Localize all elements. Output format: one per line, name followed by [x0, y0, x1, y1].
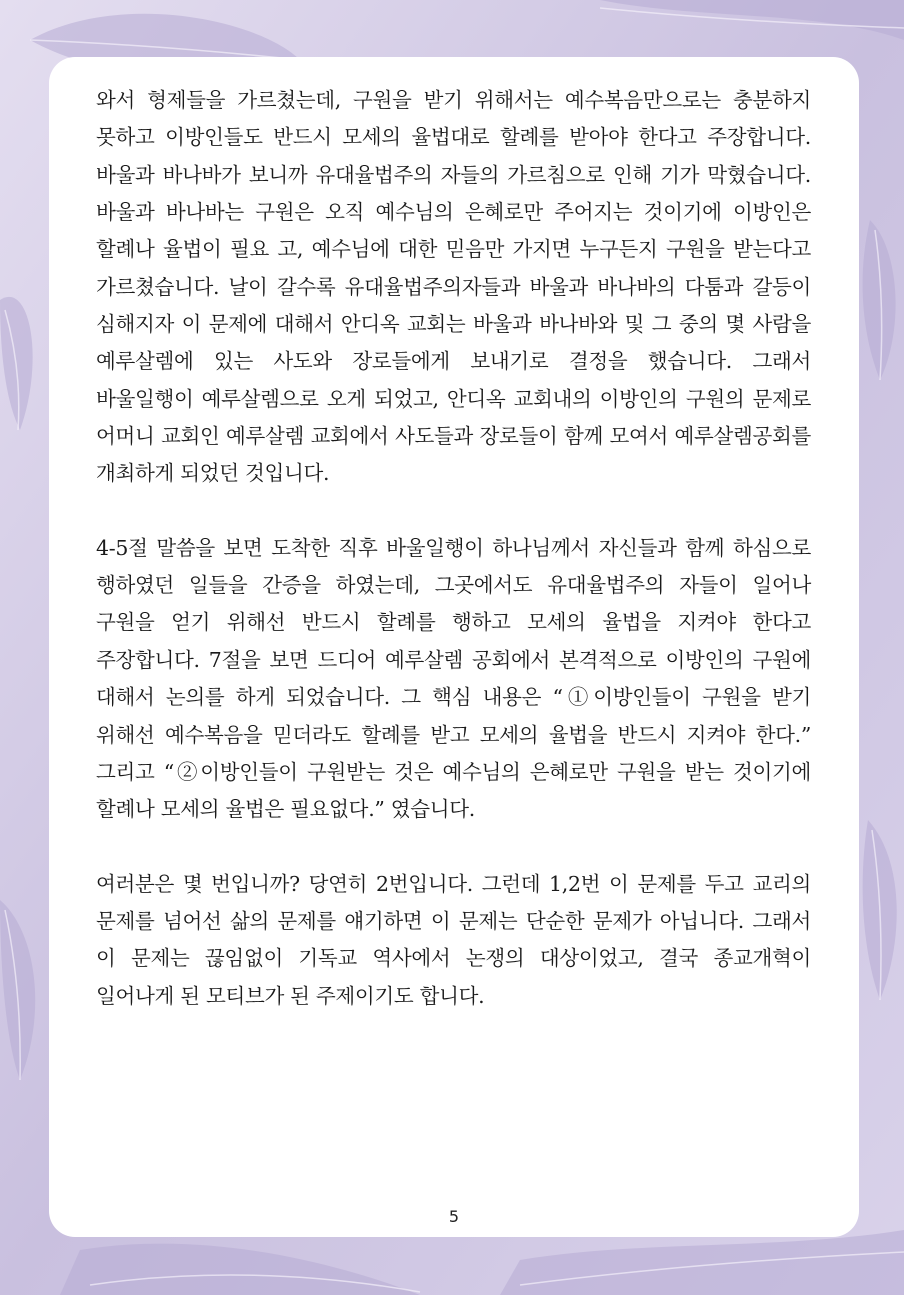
paragraph-3: 여러분은 몇 번입니까? 당연히 2번입니다. 그런데 1,2번 이 문제를 두고 교리의 문제를 넘어선 삶의 문제를 얘기하면 이 문제는 단순한 문제가 아닙니다. 그래서 이 문제는 끊임없이 기독교 역사에서 논쟁의 대상이었고, 결국 종교개혁이 일어나게 된 모티브가 된 주제이기도 합니다. — [96, 871, 811, 1008]
paragraph-1: 와서 형제들을 가르쳤는데, 구원을 받기 위해서는 예수복음만으로는 충분하지 못하고 이방인들도 반드시 모세의 율법대로 할례를 받아야 한다고 주장합니다. 바울과 바나바가 보니까 유대율법주의 자들의 가르침으로 인해 기가 막혔습니다. 바울과 바나바는 구원은 오직 예수님의 은혜로만 주어지는 것이기에 이방인은 할례나 율법이 필요 고, 예수님에 대한 믿음만 가지면 누구든지 구원을 받는다고 가르쳤습니다. 날이 갈수록 유대율법주의자들과 바울과 바나바의 다툼과 갈등이 심해지자 이 문제에 대해서 안디옥 교회는 바울과 바나바와 및 그 중의 몇 사람을 예루살렘에 있는 사도와 장로들에게 보내기로 결정을 했습니다. 그래서 바울일행이 예루살렘으로 오게 되었고, 안디옥 교회내의 이방인의 구원의 문제로 어머니 교회인 예루살렘 교회에서 사도들과 장로들이 함께 모여서 예루살렘공회를 개최하게 되었던 것입니다. — [96, 88, 811, 486]
page-number: 5 — [448, 1207, 460, 1226]
page-content-card — [49, 57, 859, 1237]
document-body — [96, 82, 811, 1015]
paragraph-2: 4-5절 말씀을 보면 도착한 직후 바울일행이 하나님께서 자신들과 함께 하심으로 행하였던 일들을 간증을 하였는데, 그곳에서도 유대율법주의 자들이 일어나 구원을 얻기 위해선 반드시 할례를 행하고 모세의 율법을 지켜야 한다고 주장합니다. 7절을 보면 드디어 예루살렘 공회에서 본격적으로 이방인의 구원에 대해서 논의를 하게 되었습니다. 그 핵심 내용은 “①이방인들이 구원을 받기 위해선 예수복음을 믿더라도 할례를 받고 모세의 율법을 반드시 지켜야 한다.” 그리고 “②이방인들이 구원받는 것은 예수님의 은혜로만 구원을 받는 것이기에 할례나 모세의 율법은 필요없다.” 였습니다. — [96, 535, 811, 822]
